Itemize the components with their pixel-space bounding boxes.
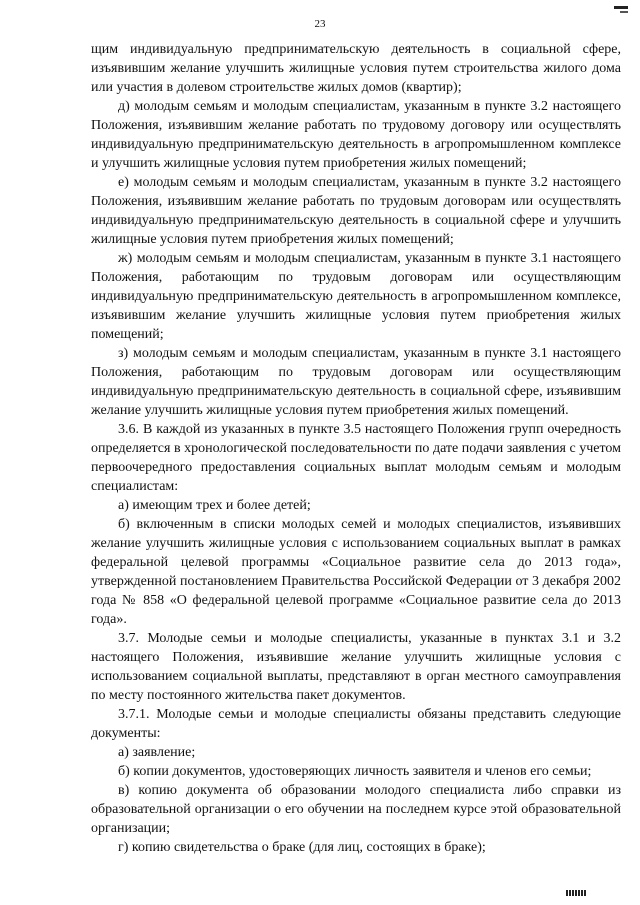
paragraph-item-z: з) молодым семьям и молодым специалистам, указанным в пункте 3.1 настоящего Положения, работающим по трудовым договорам или осуществляющим индивидуальную предпринимательскую деятельность в социальной сфере, изъявившим желание улучшить жилищные условия путем приобретения жилых помещений. xyxy=(91,346,621,418)
document-body xyxy=(91,40,621,857)
paragraph-doc-b: б) копии документов, удостоверяющих личность заявителя и членов его семьи; xyxy=(118,764,592,779)
paragraph-section-3-6: 3.6. В каждой из указанных в пункте 3.5 настоящего Положения групп очередность определяется в хронологической последовательности по дате подачи заявления с учетом первоочередного предоставления социальных выплат молодым семьям и молодым специалистам: xyxy=(91,422,621,494)
paragraph-doc-g: г) копию свидетельства о браке (для лиц, состоящих в браке); xyxy=(118,840,486,855)
scan-corner-mark xyxy=(614,6,628,9)
paragraph-item-zh: ж) молодым семьям и молодым специалистам, указанным в пункте 3.1 настоящего Положения, работающим по трудовым договорам или осуществляющим индивидуальную предпринимательскую деятельность в агропромышленном комплексе, изъявившим желание улучшить жилищные условия путем приобретения жилых помещений; xyxy=(91,251,621,342)
paragraph-continuation: щим индивидуальную предпринимательскую деятельность в социальной сфере, изъявившим желание улучшить жилищные условия путем строительства жилого дома или участия в долевом строительстве жилых домов (квартир); xyxy=(91,42,621,95)
paragraph-section-3-7-1: 3.7.1. Молодые семьи и молодые специалисты обязаны представить следующие документы: xyxy=(91,707,621,741)
paragraph-doc-a: а) заявление; xyxy=(118,745,196,760)
paragraph-item-b: б) включенным в списки молодых семей и молодых специалистов, изъявивших желание улучшить жилищные условия с использованием социальных выплат в рамках федеральной целевой программы «Социальное развитие села до 2013 года», утвержденной постановлением Правительства Российской Федерации от 3 декабря 2002 года № 858 «О федеральной целевой программе «Социальное развитие села до 2013 года». xyxy=(91,517,621,627)
page-number: 23 xyxy=(314,18,326,30)
paragraph-item-e: е) молодым семьям и молодым специалистам, указанным в пункте 3.2 настоящего Положения, изъявившим желание работать по трудовым договорам или осуществлять индивидуальную предпринимательскую деятельность в социальной сфере и улучшить жилищные условия путем приобретения жилых помещений; xyxy=(91,175,621,247)
paragraph-item-d: д) молодым семьям и молодым специалистам, указанным в пункте 3.2 настоящего Положения, изъявившим желание работать по трудовому договору или осуществлять индивидуальную предпринимательскую деятельность в агропромышленном комплексе и улучшить жилищные условия путем приобретения жилых помещений; xyxy=(91,99,621,171)
paragraph-doc-v: в) копию документа об образовании молодого специалиста либо справки из образовательной организации о его обучении на последнем курсе этой образовательной организации; xyxy=(91,783,621,836)
paragraph-item-a: а) имеющим трех и более детей; xyxy=(118,498,311,513)
scan-bottom-mark xyxy=(566,890,586,896)
paragraph-section-3-7: 3.7. Молодые семьи и молодые специалисты, указанные в пунктах 3.1 и 3.2 настоящего Положения, изъявившие желание улучшить жилищные условия с использованием социальной выплаты, представляют в орган местного самоуправления по месту постоянного жительства пакет документов. xyxy=(91,631,621,703)
